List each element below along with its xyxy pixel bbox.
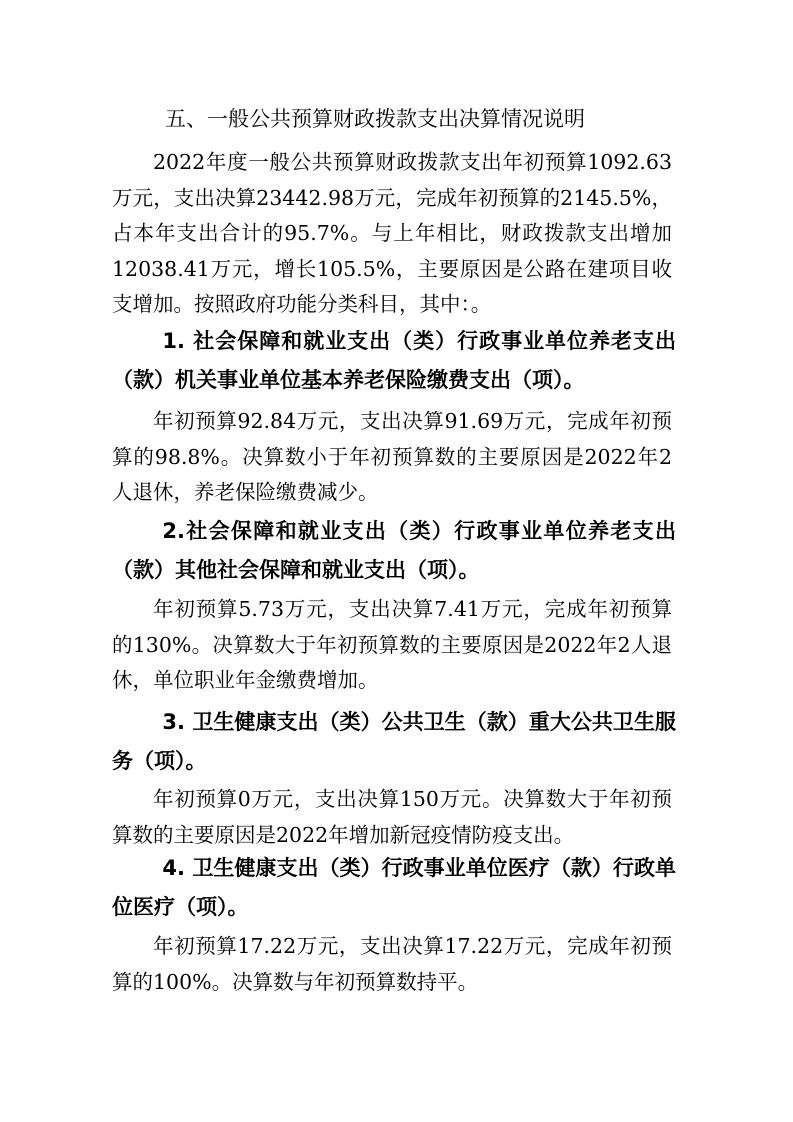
item-2-title: 2.社会保障和就业支出（类）行政事业单位养老支出（款）其他社会保障和就业支出（项）。 (112, 519, 676, 582)
item-3-title: 3. 卫生健康支出（类）公共卫生（款）重大公共卫生服务（项）。 (112, 710, 676, 773)
item-4-body: 年初预算17.22万元，支出决算17.22万元，完成年初预算的100%。决算数与年初预算数持平。 (112, 934, 672, 994)
item-3-body: 年初预算0万元，支出决算150万元。决算数大于年初预算数的主要原因是2022年增加新冠疫情防疫支出。 (112, 787, 672, 847)
item-4-title: 4. 卫生健康支出（类）行政事业单位医疗（款）行政单位医疗（项）。 (112, 856, 676, 919)
intro-paragraph: 2022年度一般公共预算财政拨款支出年初预算1092.63万元，支出决算23442.98万元，完成年初预算的2145.5%，占本年支出合计的95.7%。与上年相比，财政拨款支出增加12038.41万元，增长105.5%，主要原因是公路在建项目收支增加。按照政府功能分类科目，其中：。 (112, 150, 672, 316)
section-heading: 五、一般公共预算财政拨款支出决算情况说明 (165, 107, 585, 131)
item-1-title: 1. 社会保障和就业支出（类）行政事业单位养老支出（款）机关事业单位基本养老保险缴费支出（项）。 (112, 329, 676, 392)
item-1-body: 年初预算92.84万元，支出决算91.69万元，完成年初预算的98.8%。决算数小于年初预算数的主要原因是2022年2人退休，养老保险缴费减少。 (112, 409, 672, 504)
item-2-body: 年初预算5.73万元，支出决算7.41万元，完成年初预算的130%。决算数大于年初预算数的主要原因是2022年2人退休，单位职业年金缴费增加。 (112, 597, 672, 692)
